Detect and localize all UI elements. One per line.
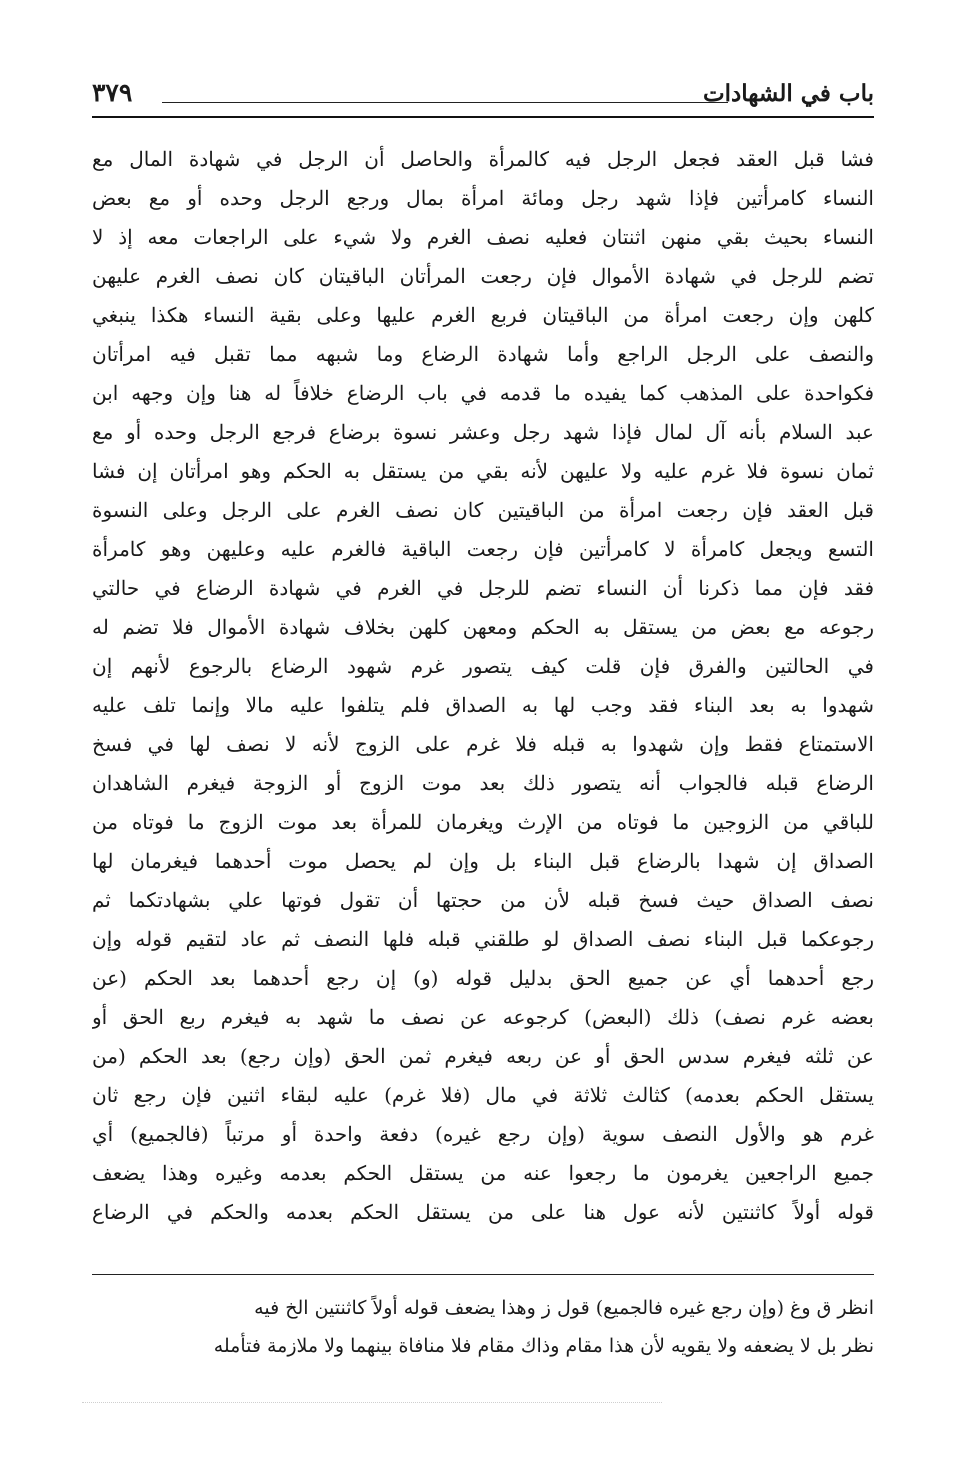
text-line: غرم هو والأول النصف سوية (وإن رجع غيره) دفعة واحدة أو مرتباً (فالجميع) أي [92, 1122, 874, 1146]
footnotes [92, 1290, 874, 1366]
text-line: للباقي من الزوجين ما فوتاه من الإرث ويغرمان للمرأة بعد موت الزوج ما فوتاه من [92, 810, 874, 834]
footnote-line: انظر ق وغ (وإن رجع غيره فالجميع) قول ز وهذا يضعف قوله أولاً كاثنتين الخ فيه [254, 1297, 874, 1319]
text-line: ثمان نسوة فلا غرم عليه ولا عليهن لأنه بقي من يستقل به الحكم وهو امرأتان إن فشا [92, 459, 874, 483]
text-line: تضم للرجل في شهادة الأموال فإن رجعت المرأتان الباقيتان كان نصف الغرم عليهن [92, 264, 874, 288]
text-line: نصف الصداق حيث فسخ قبله لأن من حجتها أن تقول فوتها علي بشهادتكما ثم [92, 888, 874, 912]
text-line: فقد فإن مما ذكرنا أن النساء تضم للرجل في الغرم في شهادة الرضاع في حالتي [92, 576, 874, 600]
text-line: والنصف على الرجل الراجع وأما شهادة الرضاع وما شبهه مما تقبل فيه امرأتان [92, 342, 874, 366]
text-line: رجوعه مع بعض من يستقل به الحكم ومعهن كلهن بخلاف شهادة الأموال فلا تضم له [92, 615, 874, 639]
scan-edge-mark [82, 1402, 662, 1403]
text-line: قوله أولاً كاثنتين لأنه عول هنا على من يستقل الحكم بعدمه والحكم في الرضاع [92, 1200, 874, 1224]
text-line: قبل العقد فإن رجعت امرأة من الباقيتين كان نصف الغرم على الرجل وعلى النسوة [92, 498, 874, 522]
body-text [92, 140, 874, 1232]
page-number: ٣٧٩ [92, 78, 133, 107]
text-line: النساء بحيث بقي منهن اثنتان فعليه نصف الغرم ولا شيء على الراجعات معه إذ لا [92, 225, 874, 249]
text-line: كلهن وإن رجعت امرأة من الباقيتان فربع الغرم عليها وعلى بقية النساء هكذا ينبغي [92, 303, 874, 327]
text-line: رجع أحدهما أي عن جميع الحق بدليل قوله (و) إن رجع أحدهما بعد الحكم (عن [92, 966, 874, 990]
text-line: التسع ويجعل كامرأة لا كامرأتين فإن رجعت الباقية فالغرم عليه وعليهن وهو كامرأة [92, 537, 874, 561]
text-line: فشا قبل العقد فجعل الرجل فيه كالمرأة والحاصل أن الرجل في شهادة المال مع [92, 147, 874, 171]
text-line: الاستمتاع فقط وإن شهدوا به قبله فلا غرم على الزوج لأنه لا نصف لها في فسخ [92, 732, 874, 756]
text-line: يستقل الحكم بعدمه) كثالث ثلاثة في مال (فلا غرم) عليه لبقاء اثنين فإن رجع ثان [92, 1083, 874, 1107]
text-line: جميع الراجعين يغرمون ما رجعوا عنه من يستقل الحكم بعدمه وغيره وهذا يضعف [92, 1161, 874, 1185]
text-line: فكواحدة على المذهب كما يفيده ما قدمه في باب الرضاع خلافاً له هنا وإن وجهه ابن [92, 381, 874, 405]
footnote-line: نظر بل لا يضعفه ولا يقويه لأن هذا مقام وذاك مقام فلا منافاة بينهما ولا ملازمة فتأمله [213, 1335, 874, 1357]
text-line: الرضاع قبله فالجواب أنه يتصور ذلك بعد موت الزوج أو الزوجة فيغرم الشاهدان [92, 771, 874, 795]
text-line: الصداق إن شهدا بالرضاع قبل البناء بل وإن لم يحصل موت أحدهما فيغرمان لها [92, 849, 874, 873]
header-rule [92, 116, 874, 118]
footnote-separator [92, 1274, 874, 1275]
chapter-title: باب في الشهادات [702, 80, 874, 107]
text-line: شهدوا به بعد البناء فقد وجب لها به الصداق فلم يتلفوا عليه مالا وإنما تلف عليه [92, 693, 874, 717]
text-line: في الحالتين والفرق فإن قلت كيف يتصور غرم شهود الرضاع بالرجوع لأنهم إن [92, 654, 874, 678]
text-line: بعضه غرم نصف) ذلك (البعض) كرجوعه عن نصف ما شهد به فيغرم ربع الحق أو [92, 1005, 874, 1029]
header-divider [162, 102, 728, 103]
text-line: عبد السلام بأنه آل لمال فإذا شهد رجل وعشر نسوة برضاع فرجع الرجل وحده أو مع [92, 420, 874, 444]
text-line: النساء كامرأتين فإذا شهد رجل ومائة امرأة بمال ورجع الرجل وحده أو مع بعض [92, 186, 874, 210]
running-header [92, 72, 874, 118]
text-line: رجوعكما قبل البناء نصف الصداق لو طلقني قبله فلها النصف ثم عاد لتقيم قوله وإن [92, 927, 874, 951]
text-line: عن ثلثه فيغرم سدس الحق أو عن ربعه فيغرم ثمن الحق (وإن رجع) بعد الحكم (من [92, 1044, 874, 1068]
